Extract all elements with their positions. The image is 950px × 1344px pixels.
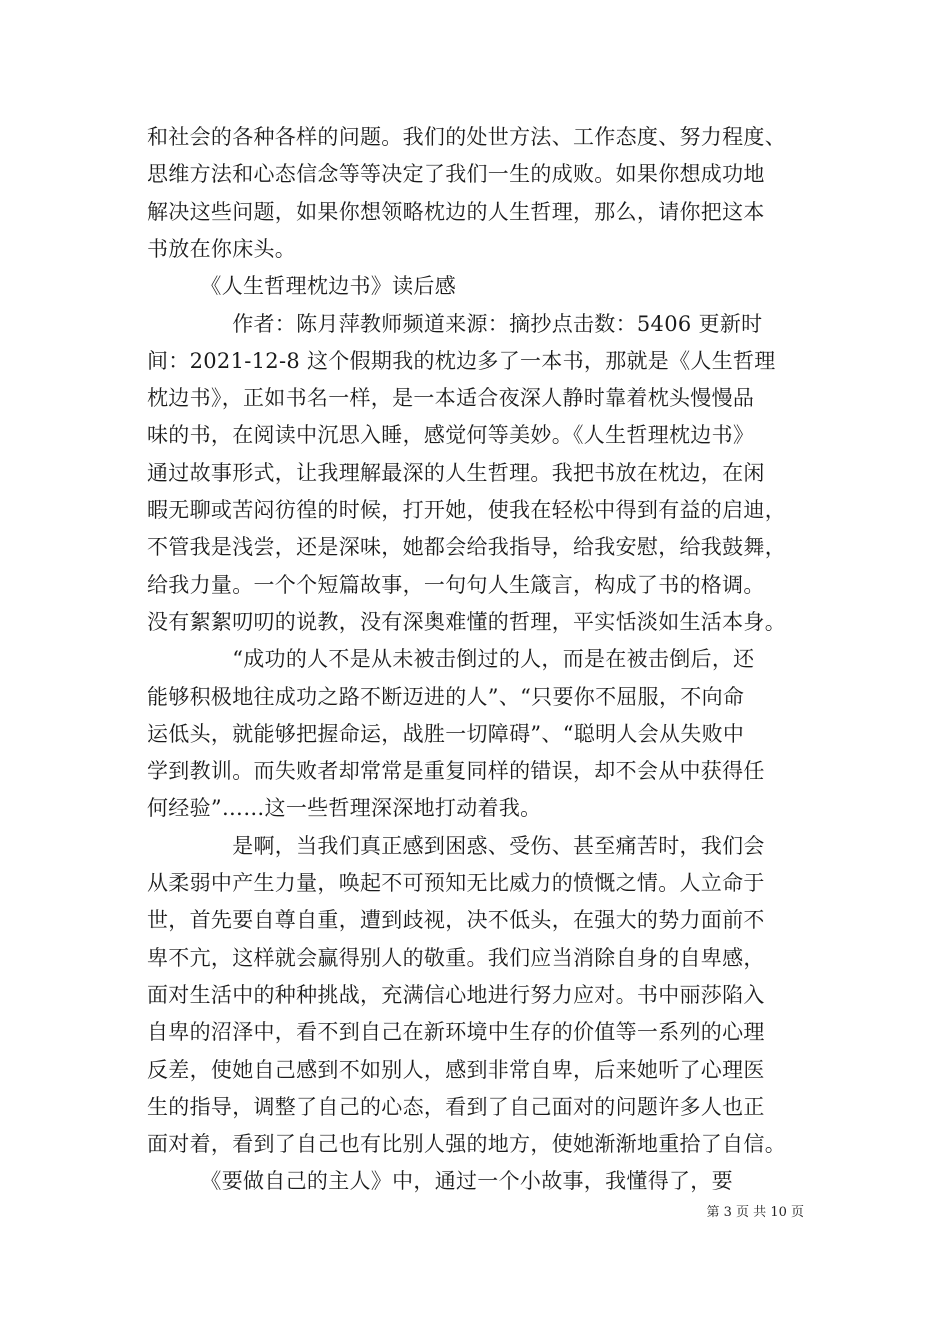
body-text-line: 运低头，就能够把握命运，战胜一切障碍”、“聪明人会从失败中 xyxy=(147,721,745,746)
body-text-line: 不管我是浅尝，还是深味，她都会给我指导，给我安慰，给我鼓舞， xyxy=(147,535,786,560)
body-text-line: 给我力量。一个个短篇故事，一句句人生箴言，构成了书的格调。 xyxy=(147,572,765,597)
body-text-line: 从柔弱中产生力量，唤起不可预知无比威力的愤慨之情。人立命于 xyxy=(147,871,765,895)
body-text-line: 枕边书》，正如书名一样，是一本适合夜深人静时靠着枕头慢慢品 xyxy=(147,386,755,411)
body-text-line: 味的书，在阅读中沉思入睡，感觉何等美妙。《人生哲理枕边书》 xyxy=(147,423,755,448)
body-text-line: 面对着，看到了自己也有比别人强的地方，使她渐渐地重拾了自信。 xyxy=(147,1132,786,1157)
body-text-line: 世，首先要自尊自重，遭到歧视，决不低头，在强大的势力面前不 xyxy=(147,908,765,933)
body-text-line: 学到教训。而失败者却常常是重复同样的错误，却不会从中获得任 xyxy=(147,759,765,784)
body-text-line: 卑不亢，这样就会赢得别人的敬重。我们应当消除自身的自卑感， xyxy=(147,945,765,970)
body-text-line: 面对生活中的种种挑战，充满信心地进行努力应对。书中丽莎陷入 xyxy=(147,982,765,1007)
body-text-line: 反差，使她自己感到不如别人，感到非常自卑，后来她听了心理医 xyxy=(147,1057,765,1082)
body-text-line: 《要做自己的主人》中，通过一个小故事，我懂得了，要 xyxy=(147,1169,733,1194)
body-text-line: 解决这些问题，如果你想领略枕边的人生哲理，那么，请你把这本 xyxy=(147,199,765,224)
body-text-line: “成功的人不是从未被击倒过的人，而是在被击倒后，还 xyxy=(147,647,755,672)
article-meta-line: 作者：陈月萍教师频道来源：摘抄点击数：5406 更新时 xyxy=(147,311,763,336)
body-text-line: 没有絮絮叨叨的说教，没有深奥难懂的哲理，平实恬淡如生活本身。 xyxy=(147,609,786,634)
body-text-line: 暇无聊或苦闷彷徨的时候，打开她，使我在轻松中得到有益的启迪， xyxy=(147,498,786,522)
body-text-line: 思维方法和心态信念等等决定了我们一生的成败。如果你想成功地 xyxy=(147,162,765,187)
article-title: 《人生哲理枕边书》读后感 xyxy=(147,274,456,299)
body-text-line: 通过故事形式，让我理解最深的人生哲理。我把书放在枕边，在闲 xyxy=(147,460,765,485)
body-text-line: 能够积极地往成功之路不断迈进的人”、“只要你不屈服，不向命 xyxy=(147,684,745,709)
body-text-line: 书放在你床头。 xyxy=(147,236,297,261)
body-text-line: 生的指导，调整了自己的心态，看到了自己面对的问题许多人也正 xyxy=(147,1094,765,1119)
body-text-line: 自卑的沼泽中，看不到自己在新环境中生存的价值等一系列的心理 xyxy=(147,1020,765,1045)
body-text-line: 是啊，当我们真正感到困惑、受伤、甚至痛苦时，我们会 xyxy=(147,833,765,858)
body-text-line: 和社会的各种各样的问题。我们的处世方法、工作态度、努力程度、 xyxy=(147,125,786,149)
page-number-footer: 第 3 页 共 10 页 xyxy=(706,1205,804,1220)
body-text-line: 何经验”……这一些哲理深深地打动着我。 xyxy=(147,796,542,821)
body-text-line: 间：2021-12-8 这个假期我的枕边多了一本书，那就是《人生哲理 xyxy=(147,348,776,373)
